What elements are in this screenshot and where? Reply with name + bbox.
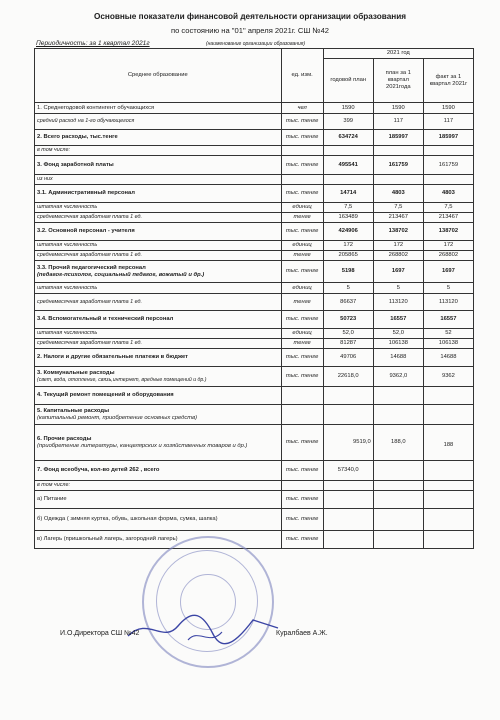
table-row [35, 311, 474, 329]
annual-plan-value: 7,5 [323, 203, 373, 213]
row-unit: единиц [281, 203, 323, 213]
table-row [35, 146, 474, 156]
director-signature [118, 606, 288, 650]
row-label-main: 5. Капитальные расходы [37, 407, 110, 414]
annual-plan-value: 634724 [323, 130, 373, 146]
row-unit: тыс. тенге [281, 461, 323, 481]
table-row [35, 405, 474, 425]
row-unit: тенге [281, 294, 323, 311]
row-label: 3.1. Административный персонал [35, 185, 282, 203]
quarter-fact-value: 7,5 [423, 203, 473, 213]
row-label: 3. Фонд заработной платы [35, 156, 282, 175]
table-row [35, 509, 474, 531]
table-row [35, 175, 474, 185]
date-line: по состоянию на "01" апреля 2021г. СШ №42 [170, 26, 330, 35]
quarter-plan-value: 1590 [373, 103, 423, 114]
quarter-fact-value: 117 [423, 114, 473, 130]
row-unit: единиц [281, 241, 323, 251]
table-row [35, 114, 474, 130]
row-unit: тыс. тенге [281, 130, 323, 146]
row-label: в том числе: [35, 481, 282, 491]
row-label: в том числе: [35, 146, 282, 156]
quarter-plan-value: 16557 [373, 311, 423, 329]
row-unit: чел [281, 103, 323, 114]
quarter-fact-value: 188 [423, 425, 473, 461]
row-label [35, 261, 282, 283]
row-label-note: (педагог-психолог, социальный педагог, вожатый и др.) [37, 271, 205, 278]
organization-caption: (наименование организации образования) [206, 41, 306, 47]
financial-indicators-table [34, 48, 474, 549]
quarter-fact-value: 1590 [423, 103, 473, 114]
row-label-main: 3.3. Прочий педагогический персонал [37, 264, 146, 271]
table-row [35, 329, 474, 339]
quarter-plan-value: 185997 [373, 130, 423, 146]
row-label: штатная численность [35, 283, 282, 294]
column-header-quarter-fact: факт за 1 квартал 2021г [423, 59, 473, 103]
annual-plan-value: 1590 [323, 103, 373, 114]
quarter-plan-value: 4803 [373, 185, 423, 203]
document-title: Основные показатели финансовой деятельности организации образования [93, 12, 407, 21]
annual-plan-value: 399 [323, 114, 373, 130]
table-row [35, 491, 474, 509]
quarter-plan-value: 213467 [373, 213, 423, 223]
row-unit: тенге [281, 213, 323, 223]
annual-plan-value: 81287 [323, 339, 373, 349]
table-row [35, 481, 474, 491]
quarter-plan-value: 161759 [373, 156, 423, 175]
annual-plan-value: 49706 [323, 349, 373, 367]
quarter-plan-value: 52,0 [373, 329, 423, 339]
annual-plan-value: 50723 [323, 311, 373, 329]
annual-plan-value: 5 [323, 283, 373, 294]
quarter-plan-value: 1697 [373, 261, 423, 283]
quarter-fact-value: 16557 [423, 311, 473, 329]
quarter-plan-value: 117 [373, 114, 423, 130]
quarter-fact-value: 52 [423, 329, 473, 339]
row-label: среднемесячная заработная плата 1 ед. [35, 251, 282, 261]
row-label: б) Одежда ( зимняя куртка, обувь, школьная форма, сумка, шапка) [35, 509, 282, 531]
annual-plan-value: 5198 [323, 261, 373, 283]
row-unit: тыс. тенге [281, 425, 323, 461]
row-label [35, 405, 282, 425]
annual-plan-value: 205865 [323, 251, 373, 261]
annual-plan-value: 52,0 [323, 329, 373, 339]
quarter-fact-value: 4803 [423, 185, 473, 203]
row-label: средний расход на 1-го обучающегося [35, 114, 282, 130]
row-unit: тыс. тенге [281, 367, 323, 387]
quarter-fact-value: 5 [423, 283, 473, 294]
quarter-plan-value: 138702 [373, 223, 423, 241]
row-label-note: (свет, вода, отопление, связь,интернет, вредные помещений и др.) [37, 376, 207, 383]
table-row [35, 531, 474, 549]
quarter-fact-value: 213467 [423, 213, 473, 223]
annual-plan-value: 57340,0 [323, 461, 373, 481]
row-unit: тыс. тенге [281, 223, 323, 241]
row-label-main: 6. Прочие расходы [37, 435, 92, 442]
quarter-fact-value: 113120 [423, 294, 473, 311]
row-label: 2. Налоги и другие обязательные платежи в бюджет [35, 349, 282, 367]
table-row [35, 425, 474, 461]
row-label: 3.2. Основной персонал - учителя [35, 223, 282, 241]
quarter-plan-value: 188,0 [373, 425, 423, 461]
row-label: среднемесячная заработная плата 1 ед. [35, 213, 282, 223]
column-header-annual-plan: годовой план [323, 59, 373, 103]
row-label: среднемесячная заработная плата 1 ед. [35, 294, 282, 311]
row-unit: тыс. тенге [281, 311, 323, 329]
quarter-plan-value: 5 [373, 283, 423, 294]
annual-plan-value: 9519,0 [323, 425, 373, 461]
row-unit: тыс. тенге [281, 491, 323, 509]
quarter-fact-value: 268802 [423, 251, 473, 261]
annual-plan-value: 172 [323, 241, 373, 251]
row-label: среднемесячная заработная плата 1 ед. [35, 339, 282, 349]
director-name: Куралбаев А.Ж. [276, 630, 328, 637]
table-row [35, 461, 474, 481]
quarter-fact-value: 9362 [423, 367, 473, 387]
row-unit: единиц [281, 283, 323, 294]
quarter-fact-value: 106138 [423, 339, 473, 349]
column-header-name: Среднее образование [35, 49, 282, 103]
row-unit: тыс. тенге [281, 349, 323, 367]
row-unit: тенге [281, 251, 323, 261]
table-row [35, 203, 474, 213]
row-label: из них [35, 175, 282, 185]
quarter-plan-value: 113120 [373, 294, 423, 311]
table-row [35, 387, 474, 405]
row-unit: единиц [281, 329, 323, 339]
row-label-note: (приобретение литературы, канцелярских и хозяйственных товаров и др.) [37, 442, 248, 449]
annual-plan-value: 495541 [323, 156, 373, 175]
annual-plan-value: 424906 [323, 223, 373, 241]
quarter-plan-value: 268802 [373, 251, 423, 261]
row-label-note: (капитальный ремонт, приобретение основных средств) [37, 414, 198, 421]
row-label: а) Питание [35, 491, 282, 509]
quarter-fact-value: 161759 [423, 156, 473, 175]
row-unit: тыс. тенге [281, 531, 323, 549]
row-label: 7. Фонд всеобуча, кол-во детей 262 , всего [35, 461, 282, 481]
row-label: штатная численность [35, 241, 282, 251]
row-unit: тыс. тенге [281, 156, 323, 175]
row-unit: тыс. тенге [281, 185, 323, 203]
row-label: 3.4. Вспомогательный и технический персонал [35, 311, 282, 329]
table-row [35, 251, 474, 261]
row-label: штатная численность [35, 329, 282, 339]
row-label [35, 367, 282, 387]
quarter-plan-value: 14688 [373, 349, 423, 367]
annual-plan-value: 163489 [323, 213, 373, 223]
table-row [35, 213, 474, 223]
row-unit: тыс. тенге [281, 261, 323, 283]
quarter-fact-value: 185997 [423, 130, 473, 146]
table-row [35, 261, 474, 283]
quarter-fact-value: 172 [423, 241, 473, 251]
row-unit: тенге [281, 339, 323, 349]
table-row [35, 185, 474, 203]
row-label: в) Лагерь (пришкольный лагерь, загородний лагерь) [35, 531, 282, 549]
annual-plan-value: 86637 [323, 294, 373, 311]
table-row [35, 283, 474, 294]
director-title: И.О.Директора СШ №42 [60, 630, 140, 637]
quarter-plan-value: 7,5 [373, 203, 423, 213]
column-header-year: 2021 год [323, 49, 473, 59]
row-label: 2. Всего расходы, тыс.тенге [35, 130, 282, 146]
quarter-fact-value: 1697 [423, 261, 473, 283]
table-row [35, 103, 474, 114]
annual-plan-value: 22618,0 [323, 367, 373, 387]
column-header-unit: ед. изм. [281, 49, 323, 103]
quarter-plan-value: 172 [373, 241, 423, 251]
table-row [35, 241, 474, 251]
table-row [35, 367, 474, 387]
quarter-plan-value: 106138 [373, 339, 423, 349]
table-row [35, 156, 474, 175]
quarter-fact-value: 14688 [423, 349, 473, 367]
table-row [35, 349, 474, 367]
row-label: штатная численность [35, 203, 282, 213]
row-label [35, 425, 282, 461]
table-row [35, 223, 474, 241]
table-row [35, 294, 474, 311]
table-row [35, 339, 474, 349]
row-label-main: 3. Коммунальные расходы [37, 369, 115, 376]
quarter-fact-value: 138702 [423, 223, 473, 241]
row-unit: тыс. тенге [281, 509, 323, 531]
row-unit: тыс. тенге [281, 114, 323, 130]
row-label: 4. Текущий ремонт помещений и оборудования [35, 387, 282, 405]
quarter-plan-value: 9362,0 [373, 367, 423, 387]
annual-plan-value: 14714 [323, 185, 373, 203]
period-label: Периодичность: за 1 квартал 2021г [36, 40, 150, 47]
column-header-quarter-plan: план за 1 квартал 2021года [373, 59, 423, 103]
row-label: 1. Среднегодовой контингент обучающихся [35, 103, 282, 114]
table-row [35, 130, 474, 146]
